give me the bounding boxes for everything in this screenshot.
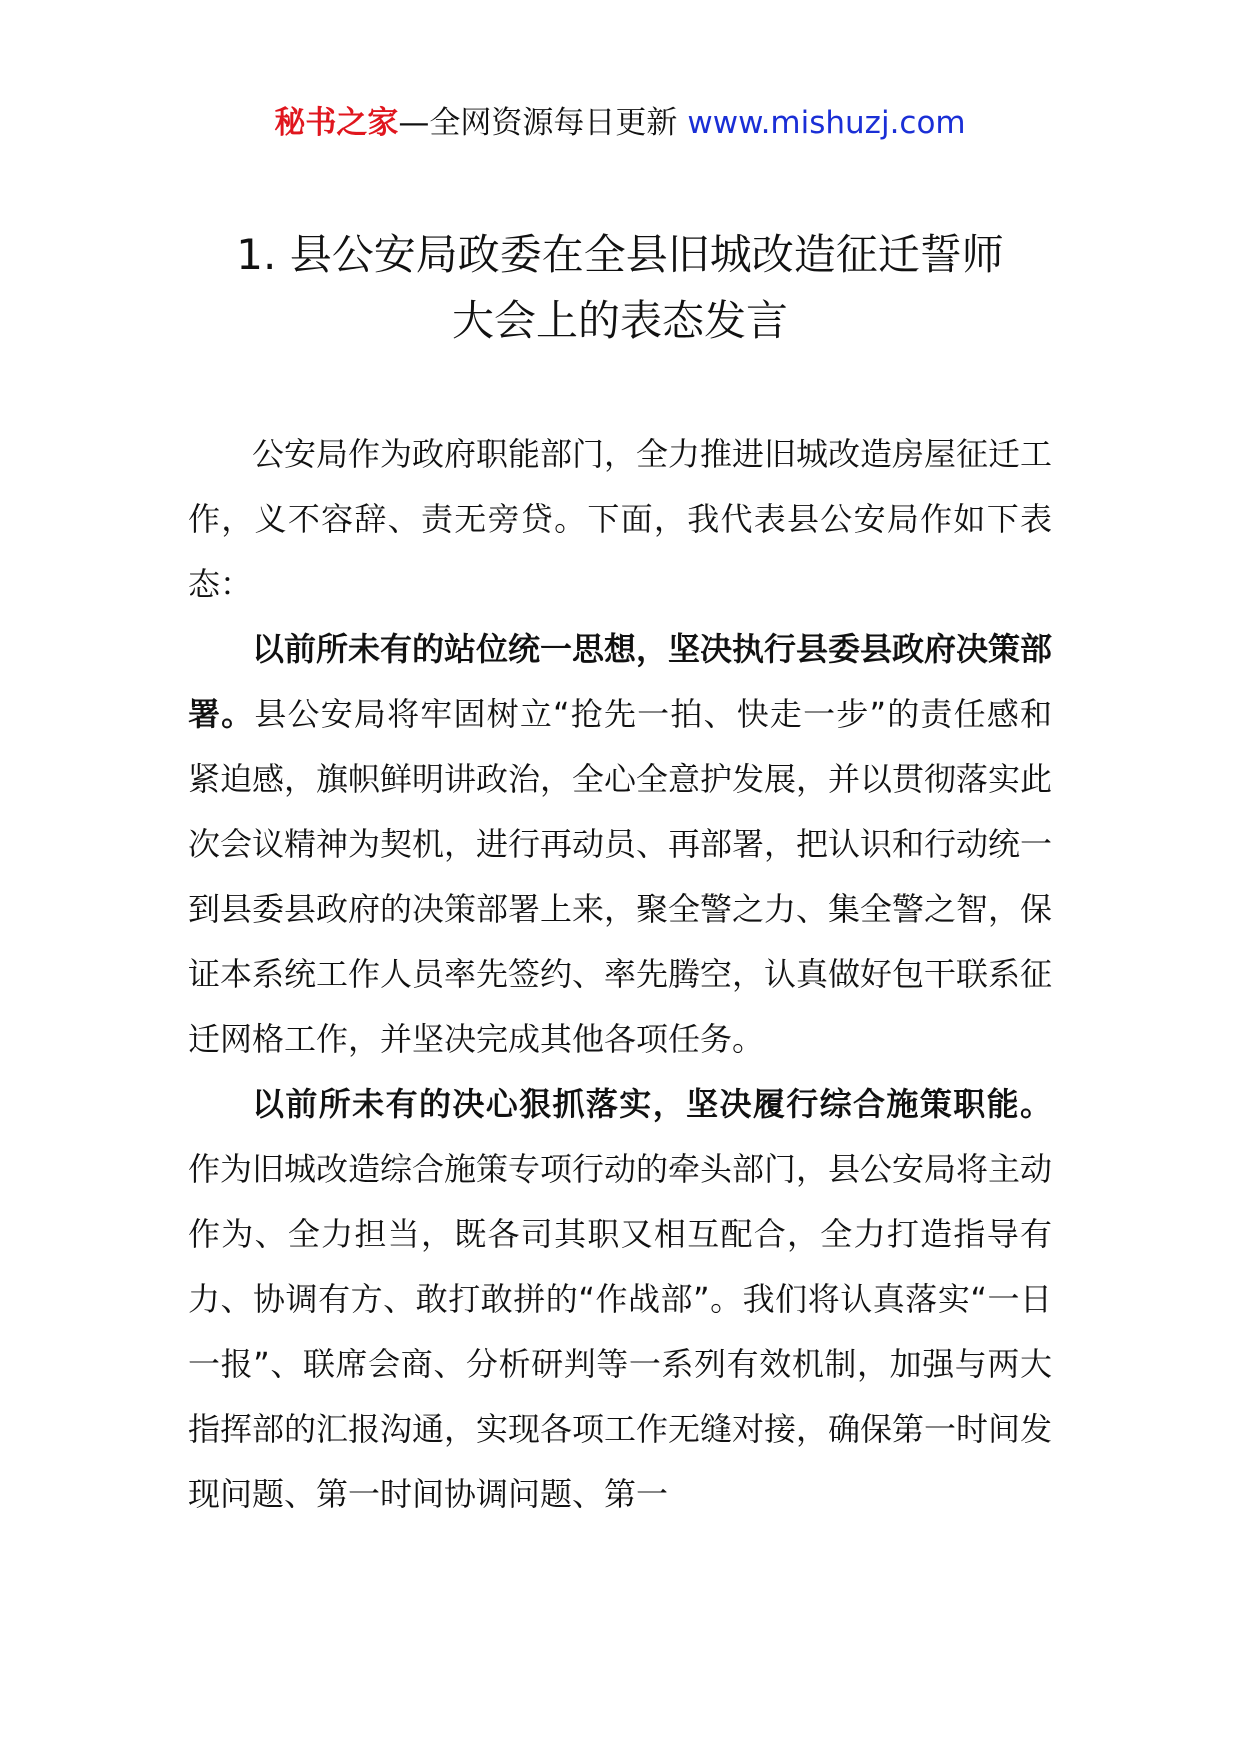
title-line-1: 1. 县公安局政委在全县旧城改造征迁誓师 (236, 230, 1004, 279)
brand-name: 秘书之家 (274, 105, 399, 141)
section-2-text: 作为旧城改造综合施策专项行动的牵头部门，县公安局将主动作为、全力担当，既各司其职又相互配合，全力打造指导有力、协调有方、敢打敢拼的“作战部”。我们将认真落实“一日一报”、联席会商、分析研判等一系列有效机制，加强与两大指挥部的汇报沟通，实现各项工作无缝对接，确保第一时间发现问题、第一时间协调问题、第一 (188, 1150, 1053, 1513)
section-paragraph-1 (188, 617, 1052, 1072)
section-1-text: 县公安局将牢固树立“抢先一拍、快走一步”的责任感和紧迫感，旗帜鲜明讲政治，全心全意护发展，并以贯彻落实此次会议精神为契机，进行再动员、再部署，把认识和行动统一到县委县政府的决策部署上来，聚全警之力、集全警之智，保证本系统工作人员率先签约、率先腾空，认真做好包干联系征迁网格工作，并坚决完成其他各项任务。 (188, 695, 1053, 1058)
header-slogan: —全网资源每日更新 (398, 105, 678, 141)
intro-paragraph: 公安局作为政府职能部门，全力推进旧城改造房屋征迁工作，义不容辞、责无旁贷。下面，我代表县公安局作如下表态： (188, 435, 1053, 603)
site-url-link[interactable]: www.mishuzj.com (687, 105, 966, 141)
section-paragraph-2 (188, 1072, 1052, 1527)
site-header (0, 98, 1240, 148)
section-2-lead: 以前所未有的决心狠抓落实，坚决履行综合施策职能。 (252, 1085, 1052, 1123)
section-1-lead: 以前所未有的站位统一思想，坚决执行县委县政府决策部署。 (188, 630, 1053, 733)
title-line-2: 大会上的表态发言 (451, 296, 788, 345)
document-body (188, 422, 1052, 1527)
document-title (140, 222, 1100, 354)
